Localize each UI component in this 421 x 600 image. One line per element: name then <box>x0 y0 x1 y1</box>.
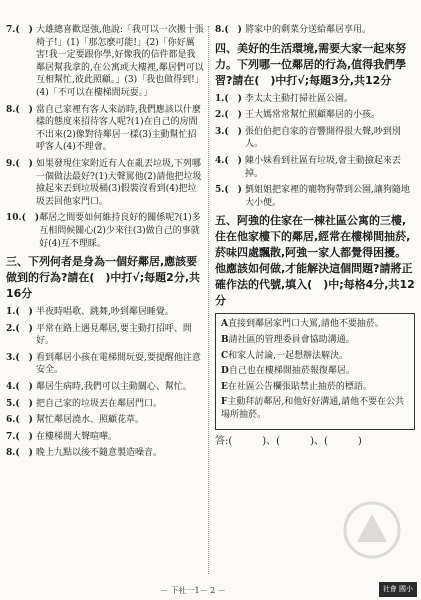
question-row <box>6 414 204 427</box>
corner-tag: 社會 國小 <box>379 582 417 597</box>
answer-blank[interactable]: 8.( ) <box>6 104 33 115</box>
option-text: 和家人討論,一起想辦法解決。 <box>228 350 349 361</box>
answer-blank[interactable]: 6.( ) <box>6 415 33 426</box>
option-item <box>221 396 409 421</box>
answer-line[interactable]: 答:( )、( )、( ) <box>215 435 362 447</box>
answer-blank[interactable]: 2.( ) <box>215 110 242 121</box>
question-text: 鄰居生病時,我們可以主動關心、幫忙。 <box>36 382 192 393</box>
question-text: 平常在路上遇見鄰居,要主動打招呼、問好。 <box>36 323 192 347</box>
question-row <box>6 212 204 250</box>
question-row <box>215 155 415 180</box>
question-text: 半夜時唱歌、跳舞,吵到鄰居睡覺。 <box>36 307 174 318</box>
question-text: 在樓梯間大聲喧嘩。 <box>36 431 118 442</box>
question-text: 幫忙鄰居澆水、照顧花草。 <box>36 415 145 426</box>
question-row <box>215 126 415 151</box>
question-text: 大雄總喜歡逞強,他說:「我可以一次搬十張椅子!」(1)「那怎麼可能!」(2)「你好厲害!我一定要跟你學,好像我的信件都是我鄰居幫我拿的,在公寓或大樓裡,鄰居們可以互相幫忙,彼此照顧。」(3)「我也做得到!」(4)「不可以在樓梯間玩耍。」 <box>36 25 204 98</box>
watermark-seal-icon <box>337 500 407 560</box>
option-text: 請社區的管理委員會協助溝通。 <box>228 334 355 345</box>
question-row <box>6 431 204 444</box>
question-text: 看到鄰居小孩在電梯間玩耍,要提醒他注意安全。 <box>36 352 201 376</box>
question-text: 王大媽常常幫忙照顧鄰居的小孩。 <box>245 110 381 121</box>
left-questions <box>6 24 204 250</box>
option-label: A <box>221 319 228 330</box>
option-text: 在社區公告欄張貼禁止抽菸的標語。 <box>227 381 372 392</box>
option-item <box>221 365 409 378</box>
question-text: 晚上九點以後不隨意製造噪音。 <box>36 448 163 459</box>
section-5-heading: 五、阿強的住家在一棟社區公寓的三樓,住在他家樓下的鄰居,經常在樓梯間抽菸,菸味四處飄散,阿強一家人都覺得困擾。他應該如何做,才能解決這個問題?請將正確作法的代號,填入( )中;每格4分,共12分 <box>215 214 415 308</box>
question-text: 當自己家裡有客人來訪時,我們應該以什麼樣的態度來招待客人呢?(1)在自己的房間不出來(2)像對待鄰居一樣(3)主動幫忙招呼客人(4)不理會。 <box>36 104 201 153</box>
question-text: 如果發現住家附近有人在亂丟垃圾,下列哪一個做法最好?(1)大聲罵他(2)請他把垃圾撿起來丟到垃圾桶(3)假裝沒看到(4)把垃圾丟回他家門口。 <box>36 158 202 207</box>
question-text: 劉姐姐把家裡的寵物狗帶到公園,讓狗隨地大小便。 <box>245 185 410 208</box>
question-row <box>215 109 415 122</box>
option-label: B <box>221 334 229 345</box>
question-text: 陳小妹看到社區有垃圾,會主動撿起來丟掉。 <box>245 155 401 179</box>
question-row <box>6 352 204 377</box>
question-row <box>6 381 204 394</box>
question-row <box>215 24 415 37</box>
answer-blank[interactable]: 1.( ) <box>215 93 242 104</box>
section-4-heading: 四、美好的生活環境,需要大家一起來努力。下列哪一位鄰居的行為,值得我們學習?請在( )中打√;每題3分,共12分 <box>215 41 407 87</box>
question-row <box>6 24 204 100</box>
option-label: F <box>221 397 228 408</box>
page-footer: － 下社一1－ 2 － <box>160 586 226 596</box>
question-text: 把自己家的垃圾丟在鄰居門口。 <box>36 398 163 409</box>
answer-blank[interactable]: 3.( ) <box>215 126 242 137</box>
question-row <box>6 158 204 208</box>
question-row <box>6 104 204 154</box>
option-item <box>221 350 409 363</box>
answer-blank[interactable]: 7.( ) <box>6 431 33 442</box>
option-text: 自己也在樓梯間抽菸報復鄰居。 <box>228 366 355 377</box>
option-item <box>221 381 409 394</box>
section-3-heading: 三、下列何者是身為一個好鄰居,應該要做到的行為?請在( )中打√;每題2分,共16分 <box>6 255 201 301</box>
column-divider <box>208 26 209 574</box>
question-row <box>215 184 415 209</box>
option-label: C <box>221 350 229 361</box>
answer-blank[interactable]: 8.( ) <box>215 25 242 35</box>
answer-blank[interactable]: 4.( ) <box>6 382 33 393</box>
question-text: 張伯伯把自家的音響開得很大聲,吵到別人。 <box>245 126 401 150</box>
answer-blank[interactable]: 10.( ) <box>6 213 40 224</box>
right-questions <box>215 24 415 37</box>
question-row <box>6 398 204 411</box>
answer-blank[interactable]: 4.( ) <box>215 155 242 166</box>
section-3-items <box>6 306 204 460</box>
option-label: E <box>221 381 228 392</box>
section-4-items <box>215 93 415 210</box>
answer-blank[interactable]: 5.( ) <box>215 185 242 196</box>
left-column <box>6 24 204 464</box>
option-text: 直接到鄰居家門口大罵,請他不要抽菸。 <box>227 319 384 330</box>
answer-blank[interactable]: 3.( ) <box>6 352 33 363</box>
answer-blank[interactable]: 7.( ) <box>6 25 33 35</box>
answer-blank[interactable]: 1.( ) <box>6 307 33 318</box>
option-item <box>221 334 409 347</box>
question-text: 將家中的剩菜分送給鄰居享用。 <box>245 25 372 35</box>
question-text: 李太太主動打掃社區公園。 <box>245 93 354 104</box>
answer-blank[interactable]: 5.( ) <box>6 398 33 409</box>
right-column <box>215 24 415 448</box>
answer-blank[interactable]: 9.( ) <box>6 158 33 169</box>
question-row <box>6 306 204 319</box>
question-text: 鄰居之間要如何維持良好的關係呢?(1)多互相問候關心(2)少來往(3)做自己的事就好(4)互不理睬。 <box>39 213 201 249</box>
answer-blank[interactable]: 2.( ) <box>6 323 33 334</box>
option-item <box>221 318 409 331</box>
question-row <box>6 323 204 348</box>
options-box <box>215 313 415 429</box>
question-row <box>6 447 204 460</box>
option-label: D <box>221 366 229 377</box>
option-text: 主動拜訪鄰居,和他好好溝通,請他不要在公共場所抽菸。 <box>221 397 405 420</box>
answer-blank[interactable]: 8.( ) <box>6 448 33 459</box>
question-row <box>215 93 415 106</box>
